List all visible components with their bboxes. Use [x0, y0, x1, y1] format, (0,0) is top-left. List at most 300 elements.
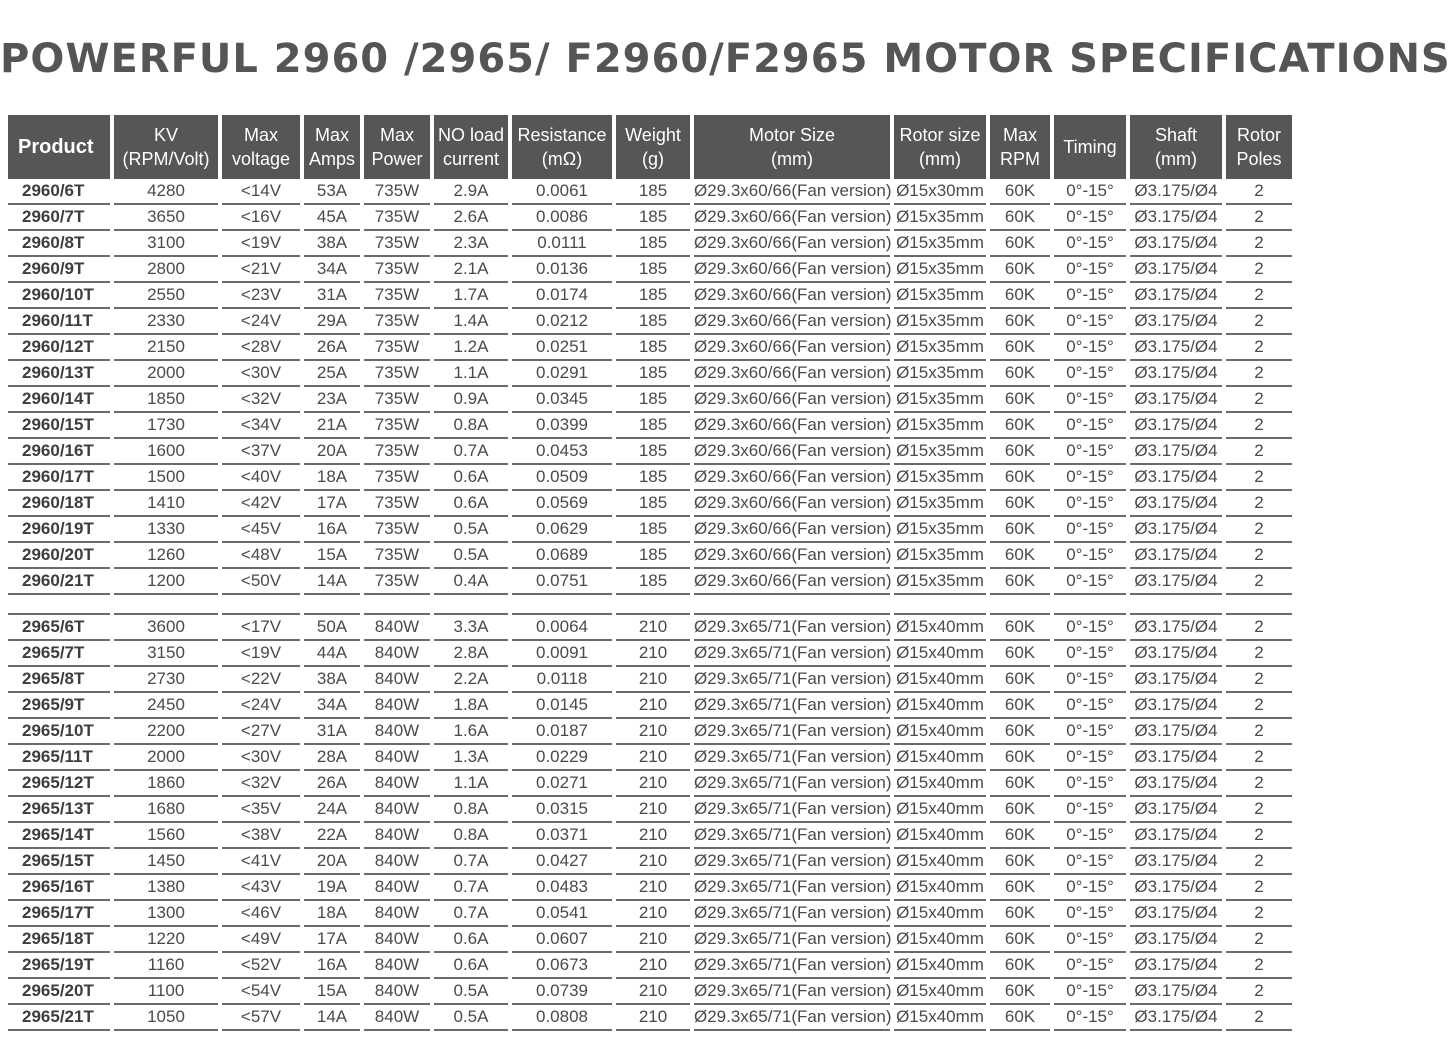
- table-cell: 0°-15°: [1054, 517, 1126, 543]
- table-cell: 0.0345: [512, 387, 612, 413]
- table-cell: Ø15x35mm: [894, 283, 986, 309]
- table-cell: 60K: [990, 361, 1050, 387]
- table-cell: 15A: [304, 979, 360, 1005]
- column-header-line: (mΩ): [541, 149, 583, 169]
- table-cell: Ø29.3x65/71(Fan version): [694, 979, 890, 1005]
- table-cell: 0.0453: [512, 439, 612, 465]
- table-cell: Ø29.3x60/66(Fan version): [694, 283, 890, 309]
- table-row: [8, 543, 1292, 569]
- table-cell: Ø15x35mm: [894, 569, 986, 595]
- table-cell: 0.0251: [512, 335, 612, 361]
- column-header-line: (mm): [919, 149, 961, 169]
- table-cell: 2: [1226, 849, 1292, 875]
- table-cell: 0.0174: [512, 283, 612, 309]
- product-cell: 2960/20T: [8, 543, 110, 569]
- table-cell: 60K: [990, 491, 1050, 517]
- table-cell: 0°-15°: [1054, 205, 1126, 231]
- table-cell: 1200: [114, 569, 218, 595]
- table-cell: 1260: [114, 543, 218, 569]
- table-cell: 16A: [304, 953, 360, 979]
- table-cell: 0°-15°: [1054, 901, 1126, 927]
- table-cell: 2.2A: [434, 667, 508, 693]
- table-cell: 185: [616, 231, 690, 257]
- column-header-line: Shaft: [1154, 125, 1198, 145]
- table-cell: 2: [1226, 465, 1292, 491]
- table-cell: 735W: [364, 413, 430, 439]
- table-cell: 60K: [990, 309, 1050, 335]
- table-cell: 840W: [364, 1005, 430, 1031]
- table-cell: <17V: [222, 615, 300, 641]
- table-cell: 0.7A: [434, 849, 508, 875]
- table-cell: 60K: [990, 719, 1050, 745]
- table-cell: 840W: [364, 849, 430, 875]
- product-cell: 2960/14T: [8, 387, 110, 413]
- table-cell: 0°-15°: [1054, 797, 1126, 823]
- table-cell: 1.7A: [434, 283, 508, 309]
- table-cell: Ø15x40mm: [894, 1005, 986, 1031]
- table-cell: Ø29.3x60/66(Fan version): [694, 257, 890, 283]
- table-cell: 1160: [114, 953, 218, 979]
- table-row: [8, 387, 1292, 413]
- table-cell: 60K: [990, 387, 1050, 413]
- table-cell: 735W: [364, 361, 430, 387]
- table-cell: 210: [616, 745, 690, 771]
- table-cell: Ø15x40mm: [894, 641, 986, 667]
- table-cell: 735W: [364, 465, 430, 491]
- table-cell: <57V: [222, 1005, 300, 1031]
- column-header: [616, 115, 690, 179]
- table-cell: 4280: [114, 179, 218, 205]
- table-cell: 210: [616, 771, 690, 797]
- table-cell: 0.0673: [512, 953, 612, 979]
- product-cell: 2965/11T: [8, 745, 110, 771]
- product-cell: 2960/15T: [8, 413, 110, 439]
- table-cell: 2: [1226, 569, 1292, 595]
- table-cell: 735W: [364, 205, 430, 231]
- table-cell: 0.0315: [512, 797, 612, 823]
- table-cell: 0°-15°: [1054, 875, 1126, 901]
- table-cell: Ø29.3x65/71(Fan version): [694, 693, 890, 719]
- column-header-line: (RPM/Volt): [122, 149, 210, 169]
- table-cell: Ø29.3x60/66(Fan version): [694, 413, 890, 439]
- table-cell: Ø15x40mm: [894, 745, 986, 771]
- table-cell: 840W: [364, 875, 430, 901]
- table-cell: 38A: [304, 231, 360, 257]
- column-header: [1054, 115, 1126, 179]
- table-cell: Ø29.3x60/66(Fan version): [694, 465, 890, 491]
- table-cell: 2.3A: [434, 231, 508, 257]
- table-cell: 60K: [990, 257, 1050, 283]
- table-cell: Ø3.175/Ø4: [1130, 491, 1222, 517]
- table-cell: Ø15x35mm: [894, 309, 986, 335]
- table-cell: 210: [616, 849, 690, 875]
- table-cell: 2: [1226, 927, 1292, 953]
- table-cell: Ø15x40mm: [894, 979, 986, 1005]
- column-header-line: Max: [1002, 125, 1037, 145]
- table-cell: Ø15x40mm: [894, 771, 986, 797]
- separator-cell: [616, 595, 690, 615]
- table-cell: Ø15x40mm: [894, 901, 986, 927]
- table-cell: Ø29.3x60/66(Fan version): [694, 491, 890, 517]
- table-cell: 735W: [364, 179, 430, 205]
- table-cell: <38V: [222, 823, 300, 849]
- table-cell: 0°-15°: [1054, 1005, 1126, 1031]
- table-cell: 0°-15°: [1054, 569, 1126, 595]
- table-cell: 2: [1226, 953, 1292, 979]
- table-cell: Ø3.175/Ø4: [1130, 517, 1222, 543]
- table-cell: 2: [1226, 309, 1292, 335]
- table-cell: 1100: [114, 979, 218, 1005]
- table-cell: Ø29.3x60/66(Fan version): [694, 439, 890, 465]
- table-cell: 2000: [114, 361, 218, 387]
- table-cell: 840W: [364, 823, 430, 849]
- separator-cell: [434, 595, 508, 615]
- table-cell: 0.6A: [434, 491, 508, 517]
- table-cell: 31A: [304, 719, 360, 745]
- table-cell: Ø15x40mm: [894, 719, 986, 745]
- separator-cell: [894, 595, 986, 615]
- table-cell: Ø29.3x65/71(Fan version): [694, 667, 890, 693]
- separator-cell: [8, 595, 110, 615]
- table-cell: 2800: [114, 257, 218, 283]
- table-cell: 0°-15°: [1054, 719, 1126, 745]
- table-cell: 2730: [114, 667, 218, 693]
- table-cell: 1.1A: [434, 771, 508, 797]
- table-cell: 17A: [304, 491, 360, 517]
- column-header-line: Poles: [1236, 149, 1282, 169]
- table-row: [8, 309, 1292, 335]
- table-cell: <42V: [222, 491, 300, 517]
- table-cell: 1410: [114, 491, 218, 517]
- table-cell: 2: [1226, 719, 1292, 745]
- table-cell: Ø15x40mm: [894, 875, 986, 901]
- table-cell: Ø15x40mm: [894, 615, 986, 641]
- table-cell: 2: [1226, 387, 1292, 413]
- column-header-line: (mm): [771, 149, 813, 169]
- table-cell: 0°-15°: [1054, 387, 1126, 413]
- table-cell: Ø3.175/Ø4: [1130, 465, 1222, 491]
- table-cell: 0°-15°: [1054, 309, 1126, 335]
- table-cell: Ø3.175/Ø4: [1130, 849, 1222, 875]
- table-cell: 34A: [304, 257, 360, 283]
- table-cell: Ø3.175/Ø4: [1130, 875, 1222, 901]
- table-cell: 0.6A: [434, 465, 508, 491]
- table-cell: <28V: [222, 335, 300, 361]
- product-cell: 2965/19T: [8, 953, 110, 979]
- table-cell: Ø3.175/Ø4: [1130, 823, 1222, 849]
- table-cell: 185: [616, 569, 690, 595]
- table-cell: 2.8A: [434, 641, 508, 667]
- table-cell: <50V: [222, 569, 300, 595]
- table-cell: 2: [1226, 257, 1292, 283]
- table-cell: 185: [616, 413, 690, 439]
- table-row: [8, 257, 1292, 283]
- table-row: [8, 439, 1292, 465]
- table-cell: 3100: [114, 231, 218, 257]
- table-cell: 21A: [304, 413, 360, 439]
- separator-cell: [512, 595, 612, 615]
- table-cell: Ø15x40mm: [894, 953, 986, 979]
- table-cell: <43V: [222, 875, 300, 901]
- table-cell: Ø15x30mm: [894, 179, 986, 205]
- table-row: [8, 1005, 1292, 1031]
- table-cell: 2: [1226, 771, 1292, 797]
- column-header-line: Max: [314, 125, 349, 145]
- column-header: [694, 115, 890, 179]
- table-cell: 185: [616, 257, 690, 283]
- table-cell: 0.7A: [434, 901, 508, 927]
- table-cell: 0.0739: [512, 979, 612, 1005]
- table-cell: 0.0136: [512, 257, 612, 283]
- table-cell: Ø3.175/Ø4: [1130, 901, 1222, 927]
- table-cell: <16V: [222, 205, 300, 231]
- column-header-line: NO load: [437, 125, 505, 145]
- table-cell: Ø29.3x65/71(Fan version): [694, 797, 890, 823]
- table-body: [8, 179, 1292, 1031]
- table-cell: 1380: [114, 875, 218, 901]
- table-cell: 735W: [364, 439, 430, 465]
- table-cell: <32V: [222, 771, 300, 797]
- table-cell: 185: [616, 517, 690, 543]
- table-cell: 53A: [304, 179, 360, 205]
- table-cell: 210: [616, 953, 690, 979]
- table-cell: 60K: [990, 875, 1050, 901]
- table-cell: 19A: [304, 875, 360, 901]
- table-cell: 1300: [114, 901, 218, 927]
- table-cell: <21V: [222, 257, 300, 283]
- table-cell: 185: [616, 283, 690, 309]
- table-cell: Ø3.175/Ø4: [1130, 927, 1222, 953]
- table-cell: 31A: [304, 283, 360, 309]
- table-cell: Ø29.3x60/66(Fan version): [694, 179, 890, 205]
- table-cell: 2: [1226, 1005, 1292, 1031]
- table-cell: Ø15x35mm: [894, 205, 986, 231]
- table-cell: Ø3.175/Ø4: [1130, 309, 1222, 335]
- table-cell: 34A: [304, 693, 360, 719]
- column-header-line: Motor Size: [748, 125, 836, 145]
- table-cell: 60K: [990, 667, 1050, 693]
- table-cell: 1.3A: [434, 745, 508, 771]
- separator-cell: [1130, 595, 1222, 615]
- table-row: [8, 231, 1292, 257]
- table-cell: 0.0212: [512, 309, 612, 335]
- table-cell: 20A: [304, 849, 360, 875]
- separator-cell: [1226, 595, 1292, 615]
- table-cell: 18A: [304, 901, 360, 927]
- table-cell: <52V: [222, 953, 300, 979]
- table-cell: 1.6A: [434, 719, 508, 745]
- table-cell: 1050: [114, 1005, 218, 1031]
- column-header: [894, 115, 986, 179]
- table-cell: 60K: [990, 641, 1050, 667]
- table-cell: 0.0145: [512, 693, 612, 719]
- table-cell: 1330: [114, 517, 218, 543]
- column-header-line: Timing: [1063, 137, 1117, 157]
- table-cell: Ø3.175/Ø4: [1130, 361, 1222, 387]
- table-cell: 60K: [990, 849, 1050, 875]
- table-cell: 210: [616, 823, 690, 849]
- table-cell: 840W: [364, 641, 430, 667]
- product-cell: 2965/10T: [8, 719, 110, 745]
- table-cell: 0°-15°: [1054, 667, 1126, 693]
- product-cell: 2965/20T: [8, 979, 110, 1005]
- table-cell: 840W: [364, 979, 430, 1005]
- column-header-line: KV: [153, 125, 178, 145]
- column-header: [512, 115, 612, 179]
- table-cell: 2: [1226, 439, 1292, 465]
- table-cell: 0.0808: [512, 1005, 612, 1031]
- table-cell: 0.8A: [434, 823, 508, 849]
- table-cell: 840W: [364, 901, 430, 927]
- table-cell: 210: [616, 927, 690, 953]
- table-cell: 60K: [990, 335, 1050, 361]
- table-cell: 210: [616, 693, 690, 719]
- table-row: [8, 335, 1292, 361]
- table-cell: <49V: [222, 927, 300, 953]
- table-header: [8, 115, 1292, 179]
- table-cell: 0.0064: [512, 615, 612, 641]
- table-cell: 0°-15°: [1054, 283, 1126, 309]
- table-cell: 60K: [990, 205, 1050, 231]
- column-header-line: (g): [642, 149, 664, 169]
- table-cell: 2150: [114, 335, 218, 361]
- table-cell: 0.0751: [512, 569, 612, 595]
- separator-cell: [114, 595, 218, 615]
- product-cell: 2965/8T: [8, 667, 110, 693]
- product-cell: 2960/9T: [8, 257, 110, 283]
- table-cell: 0°-15°: [1054, 543, 1126, 569]
- table-cell: 735W: [364, 309, 430, 335]
- table-cell: 60K: [990, 413, 1050, 439]
- table-cell: 210: [616, 1005, 690, 1031]
- column-header-line: Rotor: [1236, 125, 1281, 145]
- product-cell: 2965/9T: [8, 693, 110, 719]
- table-cell: 2: [1226, 823, 1292, 849]
- table-cell: 20A: [304, 439, 360, 465]
- table-cell: 0.0291: [512, 361, 612, 387]
- column-header-line: Max: [243, 125, 278, 145]
- table-cell: Ø29.3x60/66(Fan version): [694, 309, 890, 335]
- table-cell: 0°-15°: [1054, 335, 1126, 361]
- table-cell: Ø3.175/Ø4: [1130, 543, 1222, 569]
- table-cell: 735W: [364, 517, 430, 543]
- table-cell: Ø29.3x60/66(Fan version): [694, 361, 890, 387]
- table-cell: 60K: [990, 283, 1050, 309]
- column-header-line: RPM: [1000, 149, 1040, 169]
- table-row: [8, 797, 1292, 823]
- table-cell: Ø29.3x65/71(Fan version): [694, 771, 890, 797]
- product-cell: 2960/8T: [8, 231, 110, 257]
- table-cell: 0°-15°: [1054, 179, 1126, 205]
- table-cell: <46V: [222, 901, 300, 927]
- table-cell: 0.6A: [434, 953, 508, 979]
- table-cell: <54V: [222, 979, 300, 1005]
- product-cell: 2960/12T: [8, 335, 110, 361]
- table-cell: 210: [616, 875, 690, 901]
- table-cell: 0.0689: [512, 543, 612, 569]
- table-row: [8, 361, 1292, 387]
- table-cell: <19V: [222, 231, 300, 257]
- table-cell: 210: [616, 719, 690, 745]
- table-row: [8, 771, 1292, 797]
- table-cell: 2: [1226, 179, 1292, 205]
- table-cell: 840W: [364, 953, 430, 979]
- table-cell: 60K: [990, 901, 1050, 927]
- page-title: POWERFUL 2960 /2965/ F2960/F2965 MOTOR SPECIFICATIONS: [0, 36, 1451, 82]
- table-cell: Ø3.175/Ø4: [1130, 231, 1222, 257]
- table-cell: Ø29.3x60/66(Fan version): [694, 205, 890, 231]
- table-cell: 60K: [990, 693, 1050, 719]
- table-row: [8, 719, 1292, 745]
- table-cell: 2: [1226, 335, 1292, 361]
- table-cell: 60K: [990, 543, 1050, 569]
- table-cell: 3600: [114, 615, 218, 641]
- table-cell: 14A: [304, 1005, 360, 1031]
- table-cell: 2: [1226, 641, 1292, 667]
- separator-cell: [222, 595, 300, 615]
- table-cell: Ø15x35mm: [894, 439, 986, 465]
- product-cell: 2960/11T: [8, 309, 110, 335]
- table-cell: Ø3.175/Ø4: [1130, 569, 1222, 595]
- product-cell: 2960/21T: [8, 569, 110, 595]
- table-cell: Ø29.3x60/66(Fan version): [694, 387, 890, 413]
- table-cell: 2: [1226, 413, 1292, 439]
- table-cell: 60K: [990, 927, 1050, 953]
- table-cell: Ø29.3x60/66(Fan version): [694, 543, 890, 569]
- table-cell: Ø15x35mm: [894, 231, 986, 257]
- table-cell: 38A: [304, 667, 360, 693]
- table-cell: <35V: [222, 797, 300, 823]
- table-cell: <45V: [222, 517, 300, 543]
- table-cell: Ø15x40mm: [894, 667, 986, 693]
- table-cell: 840W: [364, 719, 430, 745]
- table-row: [8, 875, 1292, 901]
- table-cell: 0.5A: [434, 1005, 508, 1031]
- table-cell: 24A: [304, 797, 360, 823]
- table-cell: 1.4A: [434, 309, 508, 335]
- table-cell: <34V: [222, 413, 300, 439]
- product-cell: 2960/17T: [8, 465, 110, 491]
- table-cell: 0.9A: [434, 387, 508, 413]
- table-cell: <40V: [222, 465, 300, 491]
- table-cell: 1.8A: [434, 693, 508, 719]
- table-cell: 840W: [364, 927, 430, 953]
- table-cell: Ø15x40mm: [894, 849, 986, 875]
- table-cell: 60K: [990, 797, 1050, 823]
- table-cell: 840W: [364, 693, 430, 719]
- table-cell: 0.0271: [512, 771, 612, 797]
- column-header: [8, 115, 110, 179]
- table-cell: 0.0371: [512, 823, 612, 849]
- table-cell: Ø29.3x65/71(Fan version): [694, 615, 890, 641]
- column-header-line: Amps: [308, 149, 355, 169]
- column-header-line: Power: [371, 149, 423, 169]
- column-header: [1226, 115, 1292, 179]
- table-cell: <37V: [222, 439, 300, 465]
- table-cell: 840W: [364, 745, 430, 771]
- table-cell: Ø29.3x60/66(Fan version): [694, 335, 890, 361]
- table-cell: 735W: [364, 569, 430, 595]
- table-cell: 735W: [364, 387, 430, 413]
- table-cell: Ø3.175/Ø4: [1130, 797, 1222, 823]
- table-row: [8, 979, 1292, 1005]
- table-cell: 735W: [364, 283, 430, 309]
- table-cell: 60K: [990, 771, 1050, 797]
- product-cell: 2965/17T: [8, 901, 110, 927]
- table-row: [8, 465, 1292, 491]
- table-cell: Ø15x35mm: [894, 491, 986, 517]
- table-cell: 185: [616, 361, 690, 387]
